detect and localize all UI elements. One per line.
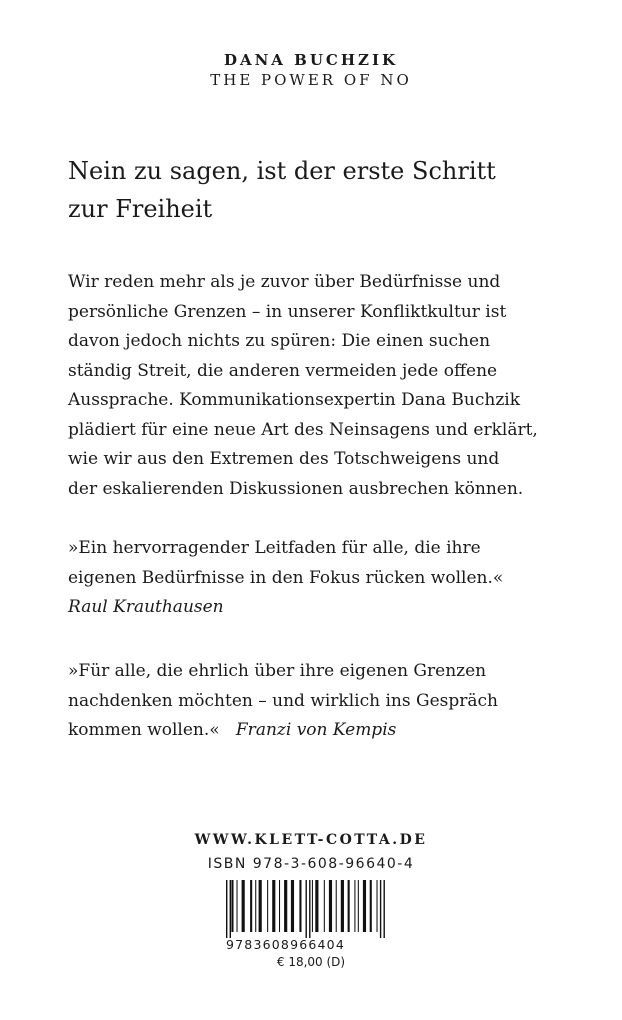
book-title: THE POWER OF NO [210, 71, 412, 89]
blurb-paragraph [68, 268, 568, 504]
barcode-bar [354, 880, 355, 932]
barcode-bar [299, 880, 301, 932]
barcode-bar [341, 880, 344, 932]
barcode-bar [348, 880, 350, 932]
barcode-bar [309, 880, 310, 938]
barcode-bar [315, 880, 318, 932]
quote-line: kommen wollen.« [68, 720, 220, 740]
barcode-bar [267, 880, 268, 932]
barcode-bar [284, 880, 287, 932]
barcode-bar [255, 880, 256, 932]
quote-author: Franzi von Kempis [235, 720, 397, 740]
blurb-line: plädiert für eine neue Art des Neinsagens und erklärt, [68, 419, 538, 440]
headline-line: Nein zu sagen, ist der erste Schritt [68, 157, 496, 185]
barcode-bar [250, 880, 252, 932]
isbn-text: ISBN 978-3-608-96640-4 [207, 856, 415, 872]
quote-line: »Für alle, die ehrlich über ihre eigenen Grenzen [68, 661, 487, 681]
cover-header [0, 50, 622, 90]
headline-line: zur Freiheit [68, 195, 213, 223]
price: € 18,00 (D) [276, 955, 346, 969]
blurb-line: Wir reden mehr als je zuvor über Bedürfnisse und [68, 272, 501, 292]
barcode-bar [242, 880, 245, 932]
barcode-bar [259, 880, 262, 932]
blurb-line: davon jedoch nichts zu spüren: Die einen suchen [68, 331, 491, 351]
barcode-bar [226, 880, 227, 938]
quote-line: nachdenken möchten – und wirklich ins Gespräch [68, 690, 498, 711]
publisher-website: WWW.KLETT-COTTA.DE [194, 832, 428, 848]
quote-last-line [68, 716, 568, 746]
barcode-bar [363, 880, 366, 932]
barcode-bar [329, 880, 332, 932]
blurb-line: ständig Streit, die anderen vermeiden jede offene [68, 360, 498, 381]
barcode-bar [336, 880, 337, 932]
quote-line: »Ein hervorragender Leitfaden für alle, die ihre [68, 538, 481, 558]
barcode-bar [384, 880, 385, 938]
author-name: DANA BUCHZIK [223, 51, 399, 69]
barcode-digits: 9783608966404 [226, 937, 345, 952]
barcode-bar [231, 880, 233, 932]
barcode-bar [370, 880, 372, 932]
blurb-line: der eskalierenden Diskussionen ausbrechen können. [68, 478, 524, 499]
barcode-bar [358, 880, 359, 932]
barcode-bar [306, 880, 307, 938]
barcode-bar [237, 880, 238, 932]
blurb-line: Aussprache. Kommunikationsexpertin Dana Buchzik [68, 390, 521, 410]
barcode-bar [312, 880, 313, 932]
review-quote-1 [68, 534, 568, 623]
barcode-bar [380, 880, 381, 938]
barcode-bar [230, 880, 231, 938]
barcode-icon [218, 880, 404, 938]
review-quote-2 [68, 657, 568, 746]
quote-author: Raul Krauthausen [68, 597, 224, 617]
barcode-bar [291, 880, 294, 932]
blurb-line: wie wir aus den Extremen des Totschweigens und [68, 449, 500, 469]
barcode-bar [279, 880, 280, 932]
quote-line: eigenen Bedürfnisse in den Fokus rücken wollen.« [68, 567, 504, 588]
barcode-bar [377, 880, 378, 932]
headline [68, 152, 568, 228]
barcode-bar [324, 880, 325, 932]
barcode-bar [272, 880, 275, 932]
blurb-line: persönliche Grenzen – in unserer Konfliktkultur ist [68, 301, 507, 322]
